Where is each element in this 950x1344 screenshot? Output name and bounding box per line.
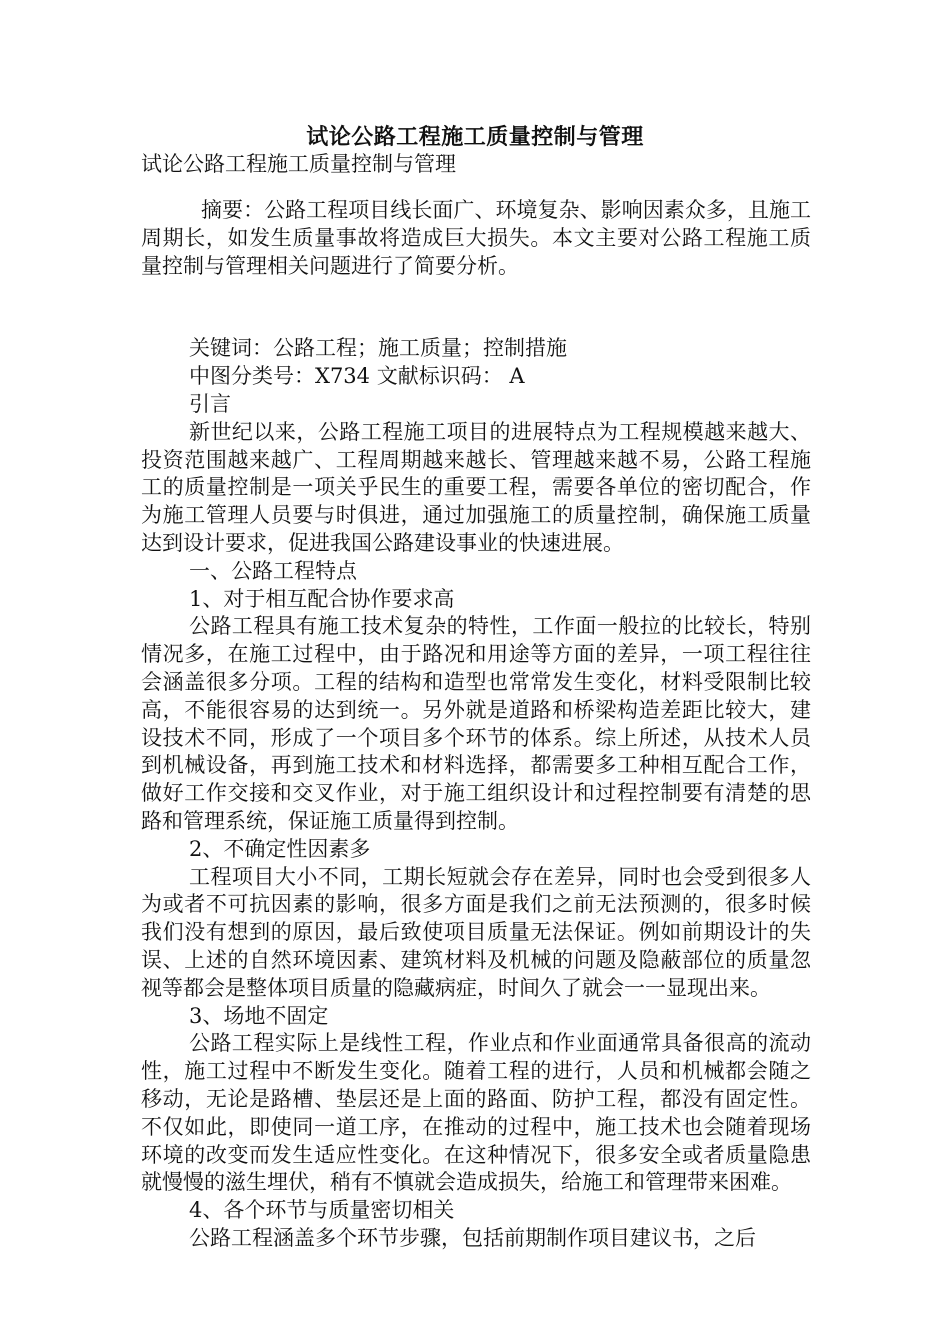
subsection-heading: 4、各个环节与质量密切相关 (189, 1198, 455, 1223)
keywords-line: 关键词：公路工程；施工质量；控制措施 (189, 336, 567, 361)
document-subtitle: 试论公路工程施工质量控制与管理 (141, 152, 456, 176)
body-paragraph: 公路工程具有施工技术复杂的特性，工作面一般拉的比较长，特别情况多，在施工过程中，由于路况和用途等方面的差异，一项工程往往会涵盖很多分项。工程的结构和造型也常常发生变化，材料受限制比较高，不能很容易的达到统一。另外就是道路和桥梁构造差距比较大，建设技术不同，形成了一个项目多个环节的体系。综上所述，从技术人员到机械设备，再到施工技术和材料选择，都需要多工种相互配合工作，做好工作交接和交叉作业，对于施工组织设计和过程控制要有清楚的思路和管理系统，保证施工质量得到控制。 (141, 614, 811, 833)
intro-paragraph: 新世纪以来，公路工程施工项目的进展特点为工程规模越来越大、投资范围越来越广、工程周期越来越长、管理越来越不易，公路工程施工的质量控制是一项关乎民生的重要工程，需要各单位的密切配合，作为施工管理人员要与时俱进，通过加强施工的质量控制，确保施工质量达到设计要求，促进我国公路建设事业的快速进展。 (141, 419, 811, 555)
body-paragraph: 工程项目大小不同，工期长短就会存在差异，同时也会受到很多人为或者不可抗因素的影响，很多方面是我们之前无法预测的，很多时候我们没有想到的原因，最后致使项目质量无法保证。例如前期设计的失误、上述的自然环境因素、建筑材料及机械的问题及隐蔽部位的质量忽视等都会是整体项目质量的隐藏病症，时间久了就会一一显现出来。 (141, 864, 811, 1000)
body-paragraph: 公路工程涵盖多个环节步骤，包括前期制作项目建议书，之后 (189, 1225, 756, 1250)
spacer (141, 280, 811, 335)
abstract-paragraph: 摘要：公路工程项目线长面广、环境复杂、影响因素众多，且施工周期长，如发生质量事故将造成巨大损失。本文主要对公路工程施工质量控制与管理相关问题进行了简要分析。 (141, 198, 811, 278)
classification-line: 中图分类号：X734 文献标识码： A (189, 364, 525, 389)
document-title: 试论公路工程施工质量控制与管理 (306, 124, 644, 150)
intro-heading: 引言 (189, 391, 231, 416)
body-paragraph: 公路工程实际上是线性工程，作业点和作业面通常具备很高的流动性，施工过程中不断发生变化。随着工程的进行，人员和机械都会随之移动，无论是路槽、垫层还是上面的路面、防护工程，都没有固定性。不仅如此，即使同一道工序，在推动的过程中，施工技术也会随着现场环境的改变而发生适应性变化。在这种情况下，很多安全或者质量隐患就慢慢的滋生埋伏，稍有不慎就会造成损失，给施工和管理带来困难。 (141, 1031, 811, 1195)
document-body (141, 197, 811, 1253)
subsection-heading: 3、场地不固定 (189, 1003, 329, 1028)
subsection-heading: 2、不确定性因素多 (189, 836, 371, 861)
section-heading: 一、公路工程特点 (189, 558, 357, 583)
subsection-heading: 1、对于相互配合协作要求高 (189, 586, 455, 611)
